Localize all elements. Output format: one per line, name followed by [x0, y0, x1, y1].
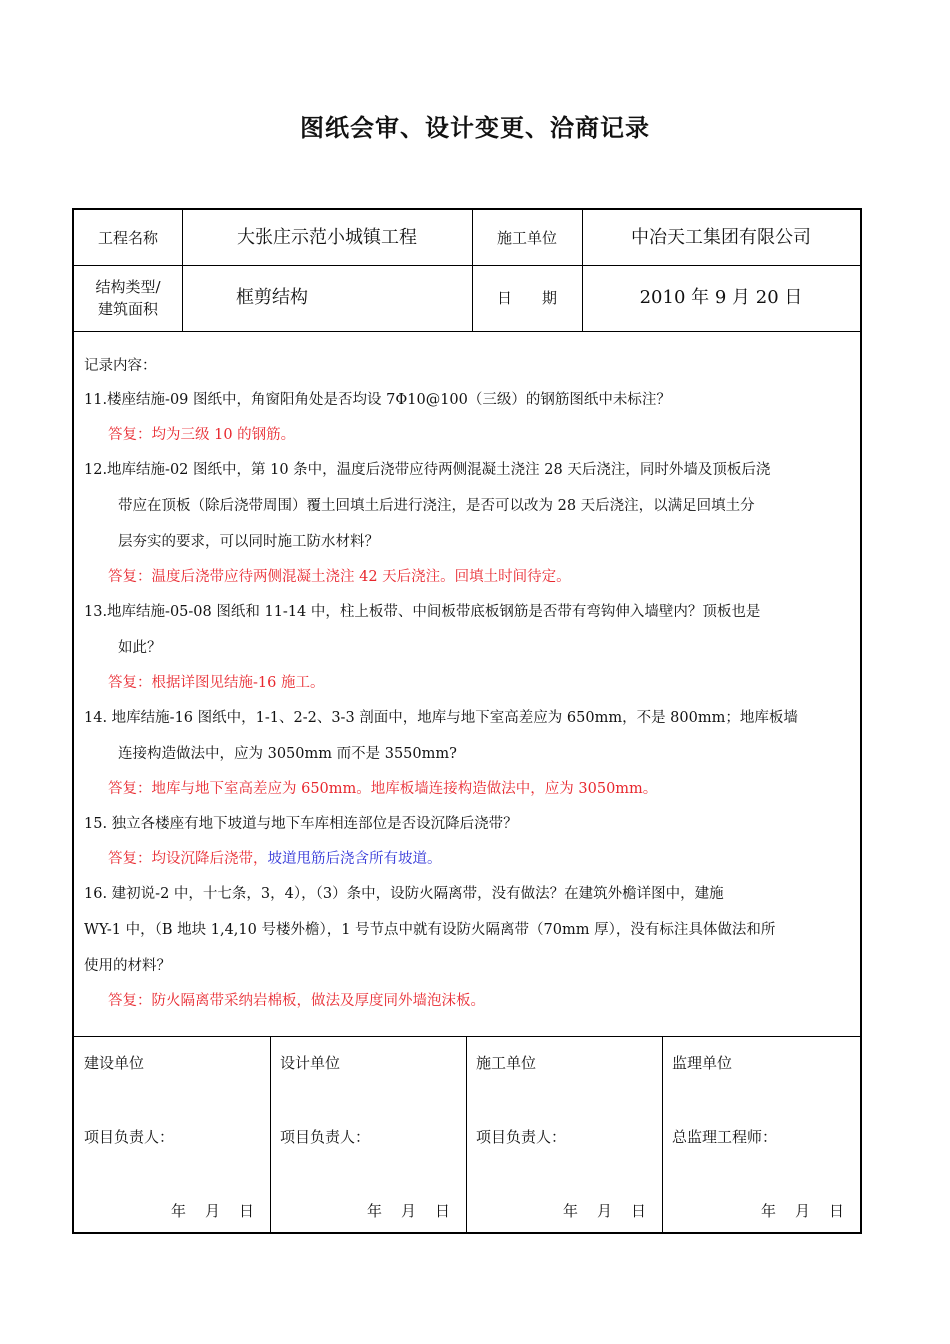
- signature-responsible: 总监理工程师：: [672, 1128, 778, 1146]
- line-text: 12.地库结施-02 图纸中，第 10 条中，温度后浇带应待两侧混凝土浇注 28 天后浇注，同时外墙及顶板后浇: [84, 462, 771, 478]
- answer-line: [84, 666, 854, 700]
- answer-line: [84, 772, 854, 806]
- line-text: WY-1 中，（B 地块 1,4,10 号楼外檐），1 号节点中就有设防火隔离带（70mm 厚），没有标注具体做法和所: [84, 922, 776, 938]
- line-text: 答复：均为三级 10 的钢筋。: [108, 427, 296, 443]
- structure-label-line1: 结构类型/: [95, 278, 161, 296]
- line-text: 层夯实的要求，可以同时施工防水材料？: [118, 534, 379, 550]
- question-line: [84, 594, 854, 630]
- question-continuation: [84, 736, 854, 772]
- line-text: 答复：地库与地下室高差应为 650mm。地库板墙连接构造做法中，应为 3050mm。: [108, 781, 658, 797]
- signature-responsible: 项目负责人：: [476, 1128, 567, 1146]
- question-line: [84, 948, 854, 984]
- answer-line: [84, 842, 854, 876]
- line-text: 答复：防火隔离带采纳岩棉板，做法及厚度同外墙泡沫板。: [108, 993, 485, 1009]
- contractor-value: 中冶天工集团有限公司: [631, 226, 811, 248]
- structure-label: [74, 265, 182, 331]
- signature-block-design: [270, 1036, 466, 1234]
- document-title: 图纸会审、设计变更、洽商记录: [300, 114, 650, 142]
- question-line: [84, 700, 854, 736]
- signature-responsible: 项目负责人：: [280, 1128, 371, 1146]
- line-text: 如此？: [118, 640, 162, 656]
- signature-block-owner: [74, 1036, 270, 1234]
- project-name-label: 工程名称: [97, 228, 158, 247]
- contractor-label: 施工单位: [496, 228, 557, 247]
- signature-org: 施工单位: [476, 1054, 537, 1072]
- line-text: 答复：根据详图见结施-16 施工。: [108, 675, 325, 691]
- line-text: 连接构造做法中，应为 3050mm 而不是 3550mm?: [118, 746, 457, 762]
- date-label: 日 期: [496, 289, 557, 307]
- question-continuation: [84, 488, 854, 524]
- line-text: 13.地库结施-05-08 图纸和 11-14 中，柱上板带、中间板带底板钢筋是否带有弯钩伸入墙壁内？顶板也是: [84, 604, 761, 620]
- answer-line: [84, 418, 854, 452]
- structure-label-line2: 建筑面积: [97, 300, 158, 318]
- line-text: 带应在顶板（除后浇带周围）覆土回填土后进行浇注，是否可以改为 28 天后浇注，以满足回填土分: [118, 498, 755, 514]
- question-continuation: [84, 524, 854, 560]
- question-continuation: [84, 630, 854, 666]
- date-value: 2010 年 9 月 20 日: [639, 287, 803, 308]
- line-text: 15. 独立各楼座有地下坡道与地下车库相连部位是否设沉降后浇带？: [84, 816, 518, 832]
- question-line: [84, 876, 854, 912]
- line-text: 14. 地库结施-16 图纸中，1-1、2-2、3-3 剖面中，地库与地下室高差应为 650mm，不是 800mm；地库板墙: [84, 710, 798, 726]
- project-name-value: 大张庄示范小城镇工程: [237, 226, 417, 248]
- question-line: [84, 806, 854, 842]
- record-form: [72, 208, 862, 1234]
- record-lines: [84, 382, 854, 1018]
- question-line: [84, 912, 854, 948]
- signature-date: 年 月 日: [562, 1202, 648, 1220]
- line-text: 使用的材料？: [84, 958, 171, 974]
- signature-org: 监理单位: [672, 1054, 733, 1072]
- line-text: 16. 建初说-2 中，十七条，3，4），（3）条中，设防火隔离带，没有做法？在建筑外檐详图中，建施: [84, 886, 724, 902]
- question-line: [84, 382, 854, 418]
- line-text: 11.楼座结施-09 图纸中，角窗阳角处是否均设 7Φ10@100（三级）的钢筋图纸中未标注？: [84, 392, 671, 408]
- signature-block-contractor: [466, 1036, 662, 1234]
- answer-blue-text: 坡道甩筋后浇含所有坡道。: [267, 851, 442, 867]
- signature-date: 年 月 日: [170, 1202, 256, 1220]
- header-bottom-divider: [74, 331, 860, 332]
- signature-date: 年 月 日: [760, 1202, 846, 1220]
- record-content: [84, 354, 854, 1018]
- structure-value: 框剪结构: [236, 287, 308, 308]
- signature-org: 建设单位: [84, 1054, 145, 1072]
- signature-block-supervisor: [662, 1036, 860, 1234]
- signature-date: 年 月 日: [366, 1202, 452, 1220]
- signature-responsible: 项目负责人：: [84, 1128, 175, 1146]
- answer-line: [84, 560, 854, 594]
- signature-org: 设计单位: [280, 1054, 341, 1072]
- line-text: 答复：均设沉降后浇带，: [108, 851, 268, 867]
- answer-line: [84, 984, 854, 1018]
- question-line: [84, 452, 854, 488]
- record-heading: 记录内容：: [84, 358, 157, 374]
- line-text: 答复：温度后浇带应待两侧混凝土浇注 42 天后浇注。回填土时间待定。: [108, 569, 571, 585]
